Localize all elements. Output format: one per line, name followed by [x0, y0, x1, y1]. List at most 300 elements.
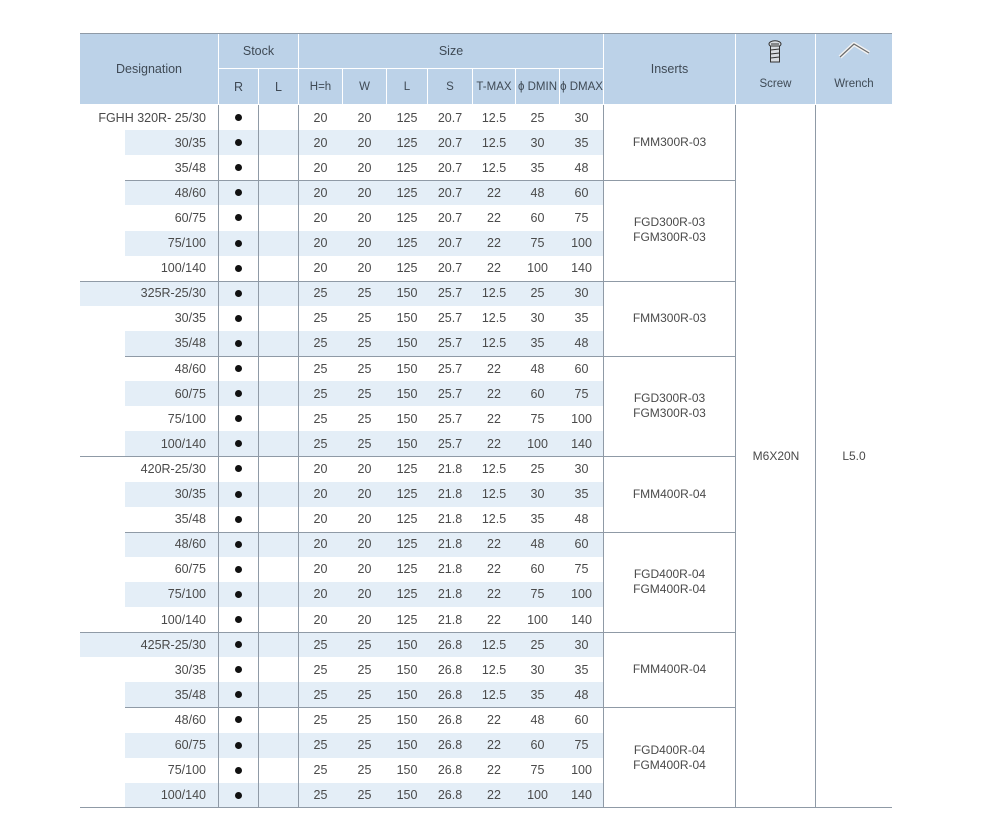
size-cell-dmax: 48 [574, 687, 589, 702]
designation-cell: 35/48 [174, 512, 206, 527]
size-cell-tmax: 22 [487, 763, 501, 778]
size-cell-h: 25 [313, 286, 328, 301]
size-cell-w: 25 [357, 788, 372, 803]
size-cell-dmin: 100 [527, 788, 548, 803]
size-cell-w: 20 [357, 537, 372, 552]
header-size-col: T-MAX [473, 69, 515, 104]
stock-l-cell [259, 733, 298, 758]
designation-cell: 30/35 [174, 487, 206, 501]
size-cell-w: 25 [357, 436, 372, 451]
size-cell-s: 21.8 [437, 512, 463, 527]
stock-r-cell [219, 331, 258, 356]
size-cell-s: 20.7 [437, 185, 463, 200]
size-cell-h: 25 [313, 436, 328, 451]
size-cell-dmin: 35 [530, 160, 545, 175]
column-rule [815, 105, 816, 808]
size-cell-len: 125 [396, 110, 418, 125]
designation-cell: 60/75 [174, 562, 206, 577]
size-cell-s: 25.7 [437, 336, 463, 351]
size-cell-w: 20 [357, 487, 372, 501]
size-cell-tmax: 22 [487, 436, 501, 451]
size-cell-dmin: 48 [530, 185, 545, 200]
stock-l-cell [259, 281, 298, 306]
size-cell-len: 150 [396, 336, 418, 351]
size-cell-tmax: 12.5 [481, 135, 507, 150]
stock-l-cell [259, 607, 298, 632]
size-cell-dmax: 30 [574, 110, 589, 125]
header-size-col: W [343, 69, 386, 104]
in-stock-dot [235, 189, 242, 196]
size-cell-len: 150 [396, 763, 418, 778]
size-cell-tmax: 22 [487, 411, 501, 426]
stock-l-cell [259, 783, 298, 808]
header-size-col: L [387, 69, 427, 104]
size-cell-dmin: 60 [530, 210, 545, 225]
size-cell-len: 150 [396, 788, 418, 803]
size-cell-dmin: 75 [530, 236, 545, 250]
designation-cell: 75/100 [167, 411, 206, 426]
size-cell-dmin: 30 [530, 311, 545, 326]
size-cell-tmax: 12.5 [481, 512, 507, 527]
stock-r-cell [219, 682, 258, 707]
size-cell-tmax: 22 [487, 386, 501, 401]
stock-l-cell [259, 331, 298, 356]
size-cell-s: 20.7 [437, 236, 463, 250]
size-cell-s: 25.7 [437, 411, 463, 426]
designation-cell: FGHH 320R- 25/30 [98, 110, 206, 125]
stock-r-cell [219, 105, 258, 130]
size-cell-len: 125 [396, 210, 418, 225]
stock-r-cell [219, 431, 258, 456]
size-cell-tmax: 12.5 [481, 487, 507, 501]
size-cell-len: 150 [396, 738, 418, 752]
insert-group [604, 356, 735, 456]
size-cell-h: 25 [313, 738, 328, 752]
in-stock-dot [235, 114, 242, 121]
size-cell-s: 20.7 [437, 210, 463, 225]
stock-r-cell [219, 532, 258, 557]
designation-cell: 60/75 [174, 386, 206, 401]
size-cell-s: 20.7 [437, 110, 463, 125]
screw-icon [768, 40, 782, 64]
size-cell-h: 20 [313, 135, 328, 150]
size-cell-h: 20 [313, 512, 328, 527]
header-size-col: H=h [299, 69, 342, 104]
designation-cell: 30/35 [174, 135, 206, 150]
designation-cell: 48/60 [174, 712, 206, 727]
size-cell-dmin: 48 [530, 712, 545, 727]
insert-code: FMM300R-03 [632, 310, 707, 325]
size-cell-dmax: 140 [571, 436, 592, 451]
size-cell-w: 25 [357, 411, 372, 426]
stock-l-cell [259, 306, 298, 331]
header-screw [736, 34, 815, 104]
size-cell-len: 150 [396, 286, 418, 301]
size-cell-dmax: 60 [574, 185, 589, 200]
in-stock-dot [235, 566, 242, 573]
in-stock-dot [235, 541, 242, 548]
size-cell-h: 25 [313, 662, 328, 677]
stock-l-cell [259, 507, 298, 532]
size-cell-h: 25 [313, 386, 328, 401]
size-cell-dmax: 30 [574, 461, 589, 476]
designation-cell: 48/60 [174, 185, 206, 200]
size-cell-len: 150 [396, 712, 418, 727]
size-cell-w: 20 [357, 236, 372, 250]
designation-cell: 60/75 [174, 210, 206, 225]
insert-code: FGD400R-04 [633, 566, 706, 581]
stock-r-cell [219, 482, 258, 507]
size-cell-len: 125 [396, 261, 418, 276]
stock-r-cell [219, 155, 258, 180]
size-cell-dmax: 35 [574, 662, 589, 677]
insert-code: FGM400R-04 [633, 581, 706, 596]
insert-code: FGD300R-03 [633, 215, 706, 230]
in-stock-dot [235, 767, 242, 774]
size-cell-dmin: 30 [530, 135, 545, 150]
size-cell-dmin: 48 [530, 537, 545, 552]
size-cell-s: 21.8 [437, 487, 463, 501]
size-cell-s: 20.7 [437, 135, 463, 150]
size-cell-tmax: 22 [487, 185, 501, 200]
size-cell-s: 25.7 [437, 361, 463, 376]
size-cell-dmax: 140 [571, 261, 592, 276]
size-cell-w: 20 [357, 135, 372, 150]
size-cell-dmin: 48 [530, 361, 545, 376]
header-stock-l: L [259, 69, 298, 104]
size-cell-dmax: 60 [574, 712, 589, 727]
size-cell-dmin: 100 [527, 436, 548, 451]
table-top-rule [80, 33, 892, 34]
size-cell-dmax: 100 [571, 236, 592, 250]
size-cell-tmax: 12.5 [481, 286, 507, 301]
size-cell-len: 125 [396, 185, 418, 200]
stock-r-cell [219, 582, 258, 607]
designation-cell: 48/60 [174, 361, 206, 376]
stock-l-cell [259, 431, 298, 456]
size-cell-dmax: 30 [574, 637, 589, 652]
in-stock-dot [235, 365, 242, 372]
insert-group [604, 105, 735, 180]
stock-r-cell [219, 783, 258, 808]
size-cell-h: 25 [313, 336, 328, 351]
in-stock-dot [235, 240, 242, 247]
size-cell-tmax: 22 [487, 562, 501, 577]
stock-r-cell [219, 456, 258, 481]
size-cell-len: 150 [396, 436, 418, 451]
size-cell-dmin: 35 [530, 336, 545, 351]
size-cell-dmax: 48 [574, 512, 589, 527]
size-cell-dmin: 75 [530, 587, 545, 602]
size-cell-tmax: 22 [487, 210, 501, 225]
stock-r-cell [219, 306, 258, 331]
size-cell-dmax: 100 [571, 587, 592, 602]
size-cell-h: 20 [313, 612, 328, 627]
size-cell-h: 20 [313, 185, 328, 200]
designation-cell: 425R-25/30 [140, 637, 206, 652]
header-size: Size [299, 34, 603, 68]
insert-group [604, 532, 735, 632]
size-cell-h: 20 [313, 110, 328, 125]
stock-l-cell [259, 557, 298, 582]
designation-cell: 48/60 [174, 537, 206, 552]
stock-r-cell [219, 507, 258, 532]
stock-r-cell [219, 231, 258, 256]
size-cell-tmax: 22 [487, 587, 501, 602]
size-cell-s: 21.8 [437, 612, 463, 627]
size-cell-h: 20 [313, 210, 328, 225]
size-cell-tmax: 12.5 [481, 311, 507, 326]
size-cell-len: 125 [396, 236, 418, 250]
header-size-col: S [428, 69, 472, 104]
insert-group [604, 456, 735, 531]
size-cell-dmin: 35 [530, 512, 545, 527]
size-cell-tmax: 22 [487, 361, 501, 376]
insert-code: FGM400R-04 [633, 757, 706, 772]
insert-code: FGD400R-04 [633, 742, 706, 757]
in-stock-dot [235, 415, 242, 422]
stock-r-cell [219, 381, 258, 406]
insert-code: FGD300R-03 [633, 391, 706, 406]
size-cell-dmin: 35 [530, 687, 545, 702]
size-cell-w: 25 [357, 286, 372, 301]
size-cell-len: 150 [396, 637, 418, 652]
size-cell-w: 20 [357, 160, 372, 175]
in-stock-dot [235, 691, 242, 698]
size-cell-dmin: 30 [530, 487, 545, 501]
size-cell-dmax: 35 [574, 311, 589, 326]
size-cell-tmax: 22 [487, 738, 501, 752]
designation-cell: 35/48 [174, 160, 206, 175]
size-cell-len: 125 [396, 135, 418, 150]
size-cell-tmax: 22 [487, 788, 501, 803]
designation-cell: 30/35 [174, 311, 206, 326]
size-cell-h: 25 [313, 712, 328, 727]
size-cell-dmin: 60 [530, 386, 545, 401]
stock-l-cell [259, 231, 298, 256]
insert-code: FMM400R-04 [632, 662, 707, 677]
header-size-col: ϕ DMIN [516, 69, 559, 104]
stock-r-cell [219, 707, 258, 732]
size-cell-dmax: 140 [571, 788, 592, 803]
group-rule [80, 281, 735, 282]
size-cell-dmax: 30 [574, 286, 589, 301]
size-cell-tmax: 22 [487, 712, 501, 727]
insert-code: FMM400R-04 [632, 486, 707, 501]
size-cell-tmax: 22 [487, 537, 501, 552]
in-stock-dot [235, 616, 242, 623]
size-cell-s: 26.8 [437, 687, 463, 702]
size-cell-tmax: 22 [487, 261, 501, 276]
size-cell-tmax: 12.5 [481, 160, 507, 175]
size-cell-dmax: 75 [574, 738, 589, 752]
stock-l-cell [259, 456, 298, 481]
size-cell-w: 25 [357, 637, 372, 652]
size-cell-len: 125 [396, 461, 418, 476]
stock-r-cell [219, 733, 258, 758]
stock-r-cell [219, 557, 258, 582]
size-cell-dmax: 140 [571, 612, 592, 627]
stock-l-cell [259, 205, 298, 230]
size-cell-w: 25 [357, 311, 372, 326]
size-cell-dmin: 100 [527, 261, 548, 276]
stock-l-cell [259, 532, 298, 557]
wrench-label: Wrench [834, 78, 874, 90]
size-cell-tmax: 22 [487, 612, 501, 627]
in-stock-dot [235, 265, 242, 272]
in-stock-dot [235, 139, 242, 146]
size-cell-s: 25.7 [437, 436, 463, 451]
stock-r-cell [219, 356, 258, 381]
stock-r-cell [219, 607, 258, 632]
header-designation: Designation [80, 34, 218, 104]
size-cell-dmin: 25 [530, 286, 545, 301]
size-cell-w: 25 [357, 662, 372, 677]
header-stock: Stock [219, 34, 298, 68]
designation-cell: 75/100 [167, 763, 206, 778]
size-cell-h: 20 [313, 261, 328, 276]
in-stock-dot [235, 591, 242, 598]
size-cell-dmin: 60 [530, 738, 545, 752]
size-cell-tmax: 12.5 [481, 461, 507, 476]
size-cell-len: 150 [396, 411, 418, 426]
header-inserts: Inserts [604, 34, 735, 104]
size-cell-dmax: 100 [571, 411, 592, 426]
size-cell-w: 20 [357, 461, 372, 476]
size-cell-h: 20 [313, 487, 328, 501]
size-cell-s: 20.7 [437, 160, 463, 175]
size-cell-dmin: 100 [527, 612, 548, 627]
stock-l-cell [259, 758, 298, 783]
size-cell-h: 25 [313, 763, 328, 778]
size-cell-w: 20 [357, 562, 372, 577]
screw-label: Screw [759, 78, 792, 90]
size-cell-dmax: 75 [574, 386, 589, 401]
insert-code: FGM300R-03 [633, 230, 706, 245]
in-stock-dot [235, 516, 242, 523]
in-stock-dot [235, 290, 242, 297]
size-cell-dmax: 75 [574, 562, 589, 577]
size-cell-len: 125 [396, 612, 418, 627]
size-cell-dmax: 60 [574, 537, 589, 552]
stock-r-cell [219, 657, 258, 682]
size-cell-dmax: 35 [574, 135, 589, 150]
size-cell-w: 20 [357, 185, 372, 200]
size-cell-len: 125 [396, 487, 418, 501]
size-cell-dmax: 60 [574, 361, 589, 376]
size-cell-w: 25 [357, 336, 372, 351]
size-cell-dmin: 75 [530, 763, 545, 778]
size-cell-h: 25 [313, 637, 328, 652]
insert-group [604, 632, 735, 707]
group-rule [80, 456, 735, 457]
insert-code: FMM300R-03 [632, 135, 707, 150]
size-cell-s: 26.8 [437, 738, 463, 752]
size-cell-len: 125 [396, 562, 418, 577]
insert-group [604, 281, 735, 356]
in-stock-dot [235, 315, 242, 322]
table-bottom-rule [80, 807, 892, 808]
designation-cell: 100/140 [160, 261, 206, 276]
size-cell-w: 25 [357, 361, 372, 376]
insert-group [604, 707, 735, 807]
size-cell-len: 150 [396, 662, 418, 677]
designation-cell: 420R-25/30 [140, 461, 206, 476]
size-cell-len: 150 [396, 687, 418, 702]
in-stock-dot [235, 440, 242, 447]
insert-code: FGM300R-03 [633, 406, 706, 421]
in-stock-dot [235, 491, 242, 498]
size-cell-h: 25 [313, 311, 328, 326]
designation-cell: 30/35 [174, 662, 206, 677]
stock-r-cell [219, 758, 258, 783]
size-cell-s: 20.7 [437, 261, 463, 276]
in-stock-dot [235, 716, 242, 723]
size-cell-len: 125 [396, 512, 418, 527]
designation-cell: 325R-25/30 [140, 286, 206, 301]
designation-cell: 100/140 [160, 436, 206, 451]
header-wrench [816, 34, 892, 104]
designation-cell: 75/100 [167, 236, 206, 250]
size-cell-dmin: 25 [530, 461, 545, 476]
stock-l-cell [259, 180, 298, 205]
size-cell-s: 26.8 [437, 637, 463, 652]
designation-cell: 75/100 [167, 587, 206, 602]
size-cell-h: 20 [313, 236, 328, 250]
size-cell-len: 125 [396, 587, 418, 602]
size-cell-tmax: 12.5 [481, 687, 507, 702]
stock-l-cell [259, 130, 298, 155]
size-cell-s: 21.8 [437, 587, 463, 602]
stock-l-cell [259, 682, 298, 707]
stock-l-cell [259, 381, 298, 406]
size-cell-tmax: 12.5 [481, 110, 507, 125]
size-cell-dmin: 60 [530, 562, 545, 577]
stock-l-cell [259, 406, 298, 431]
size-cell-w: 20 [357, 261, 372, 276]
size-cell-tmax: 22 [487, 236, 501, 250]
size-cell-h: 20 [313, 587, 328, 602]
stock-l-cell [259, 256, 298, 281]
size-cell-dmax: 100 [571, 763, 592, 778]
in-stock-dot [235, 164, 242, 171]
size-cell-dmax: 35 [574, 487, 589, 501]
group-rule [125, 707, 735, 708]
stock-l-cell [259, 632, 298, 657]
size-cell-s: 25.7 [437, 286, 463, 301]
designation-cell: 35/48 [174, 687, 206, 702]
size-cell-w: 25 [357, 712, 372, 727]
size-cell-dmin: 25 [530, 637, 545, 652]
designation-cell: 60/75 [174, 738, 206, 752]
group-rule [125, 356, 735, 357]
size-cell-w: 20 [357, 512, 372, 527]
size-cell-h: 25 [313, 788, 328, 803]
size-cell-len: 150 [396, 386, 418, 401]
stock-r-cell [219, 180, 258, 205]
size-cell-w: 25 [357, 738, 372, 752]
stock-l-cell [259, 356, 298, 381]
wrench-value: L5.0 [842, 449, 866, 463]
group-rule [80, 632, 735, 633]
size-cell-w: 25 [357, 386, 372, 401]
size-cell-tmax: 12.5 [481, 637, 507, 652]
insert-group [604, 180, 735, 280]
stock-r-cell [219, 205, 258, 230]
size-cell-h: 20 [313, 562, 328, 577]
size-cell-h: 20 [313, 160, 328, 175]
designation-cell: 100/140 [160, 612, 206, 627]
